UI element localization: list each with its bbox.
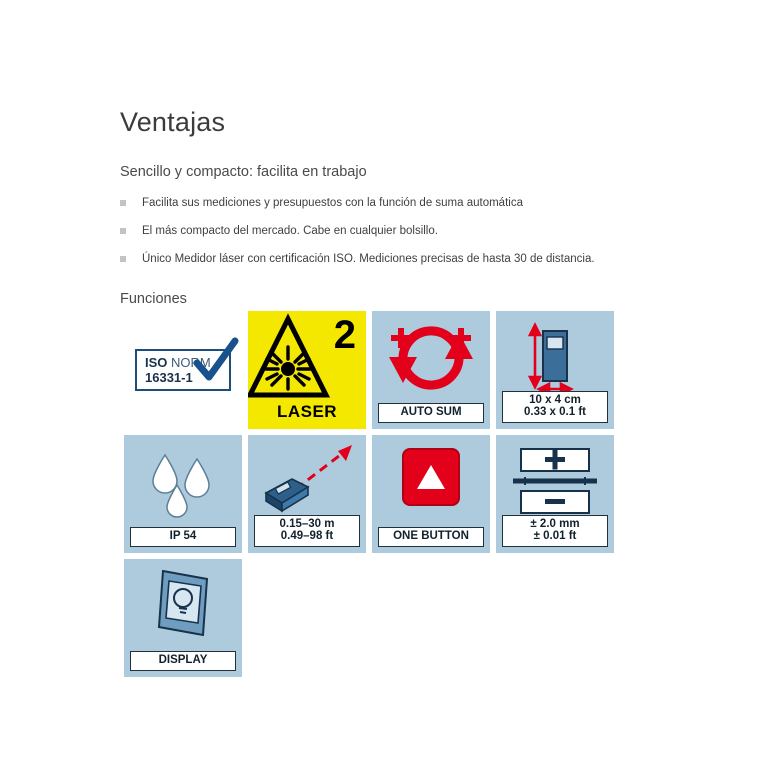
list-item-text: El más compacto del mercado. Cabe en cualquier bolsillo. bbox=[142, 224, 438, 237]
feature-tile-dimensions bbox=[496, 311, 614, 429]
icon-row bbox=[124, 435, 624, 553]
iso-badge bbox=[135, 349, 231, 391]
water-drops-icon bbox=[133, 441, 233, 521]
one-button-art bbox=[372, 435, 490, 527]
auto-sum-art bbox=[372, 311, 490, 403]
laser-art bbox=[248, 311, 366, 403]
feature-tile-laser-class bbox=[248, 311, 366, 429]
feature-tile-one-button bbox=[372, 435, 490, 553]
tile-caption: IP 54 bbox=[130, 527, 236, 547]
feature-tile-display bbox=[124, 559, 242, 677]
feature-icon-grid bbox=[124, 311, 624, 683]
tile-caption bbox=[502, 391, 608, 423]
bullet-square-icon bbox=[120, 256, 126, 262]
tile-caption: AUTO SUM bbox=[378, 403, 484, 423]
tolerance-icon bbox=[505, 441, 605, 521]
iso-norm-label: NORM bbox=[171, 355, 211, 370]
feature-tile-accuracy bbox=[496, 435, 614, 553]
feature-tile-iso bbox=[124, 311, 242, 429]
iso-label: ISO bbox=[145, 355, 168, 370]
water-drops-art bbox=[124, 435, 242, 527]
caption-line-2: 0.33 x 0.1 ft bbox=[523, 406, 586, 419]
tile-caption: ONE BUTTON bbox=[378, 527, 484, 547]
one-button-icon bbox=[381, 441, 481, 521]
list-item bbox=[120, 252, 680, 267]
icon-row bbox=[124, 559, 624, 677]
laser-class-number: 2 bbox=[333, 313, 356, 357]
check-mark-icon bbox=[193, 337, 239, 383]
text-block bbox=[120, 108, 680, 321]
tile-caption bbox=[254, 515, 360, 547]
tile-caption bbox=[502, 515, 608, 547]
display-icon bbox=[133, 565, 233, 645]
auto-sum-icon bbox=[381, 317, 481, 397]
caption-line-1: 10 x 4 cm bbox=[529, 393, 581, 406]
tile-caption: LASER bbox=[276, 401, 338, 421]
caption-line-1: 0.15–30 m bbox=[279, 517, 335, 530]
accuracy-art bbox=[496, 435, 614, 527]
feature-tile-range bbox=[248, 435, 366, 553]
tile-caption: DISPLAY bbox=[130, 651, 236, 671]
display-art bbox=[124, 559, 242, 651]
bullet-square-icon bbox=[120, 200, 126, 206]
dimensions-art bbox=[496, 311, 614, 403]
caption-line-2: ± 0.01 ft bbox=[533, 530, 577, 543]
feature-tile-ip-rating bbox=[124, 435, 242, 553]
device-size-icon bbox=[505, 317, 605, 397]
range-art bbox=[248, 435, 366, 527]
list-item-text: Facilita sus mediciones y presupuestos con la función de suma automática bbox=[142, 196, 523, 209]
list-item-text: Único Medidor láser con certificación ISO. Mediciones precisas de hasta 30 de distancia. bbox=[142, 252, 595, 265]
page-title: Ventajas bbox=[120, 107, 226, 137]
list-item bbox=[120, 224, 680, 239]
benefits-list bbox=[120, 196, 680, 267]
bullet-square-icon bbox=[120, 228, 126, 234]
section-heading: Funciones bbox=[120, 290, 187, 307]
laser-range-icon bbox=[252, 441, 362, 521]
list-item bbox=[120, 196, 680, 211]
iso-line2: 16331-1 bbox=[145, 370, 193, 385]
caption-line-2: 0.49–98 ft bbox=[280, 530, 334, 543]
feature-tile-auto-sum bbox=[372, 311, 490, 429]
icon-row bbox=[124, 311, 624, 429]
subtitle: Sencillo y compacto: facilita en trabajo bbox=[120, 163, 367, 180]
caption-line-1: ± 2.0 mm bbox=[530, 517, 580, 530]
